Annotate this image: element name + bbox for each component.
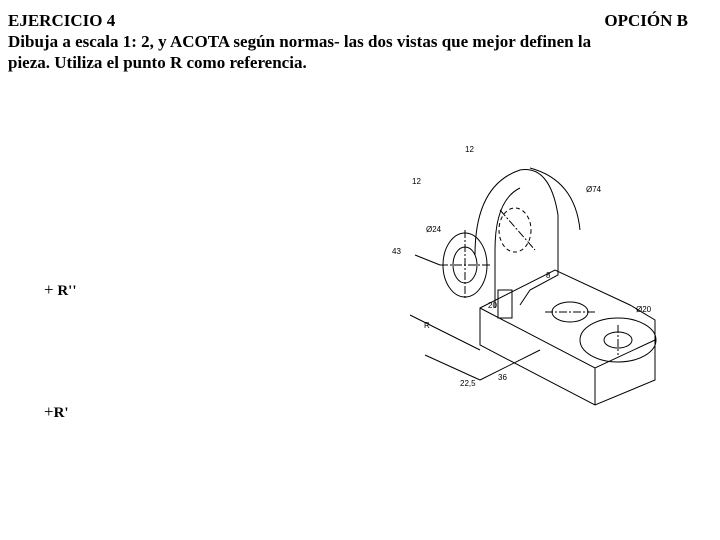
reference-label-r-single: R' [53,405,69,421]
exercise-header [8,10,714,73]
reference-point-r-single [44,402,69,422]
dim-225: 22,5 [460,379,476,388]
reference-cross-icon: + [44,402,54,421]
dim-line-36 [480,350,540,380]
dim-r: R [424,321,430,330]
dim-line-43 [415,255,440,265]
reference-label-r-double: R'' [57,283,77,299]
dim-36: 36 [498,373,507,382]
dim-20-circle: Ø20 [636,305,652,314]
instruction-line-1: Dibuja a escala 1: 2, y ACOTA según normas- las dos vistas que mejor definen la [8,32,592,51]
dim-12-top: 12 [465,145,474,154]
dim-43: 43 [392,247,401,256]
dim-20-vertical: 20 [488,301,497,310]
dim-arc-74 [530,168,580,230]
notch [498,290,512,318]
dim-line-225 [425,355,480,380]
dim-24: Ø24 [426,225,442,234]
dim-374: Ø74 [586,185,602,194]
dim-8: 8 [546,271,551,280]
option-label: OPCIÓN B [604,11,688,30]
exercise-title: EJERCICIO 4 [8,11,116,30]
dim-12-left: 12 [412,177,421,186]
dim-line-r [410,315,480,350]
reference-point-r-double [44,280,77,300]
instruction-line-2: pieza. Utiliza el punto R como referencia. [8,53,307,72]
reference-cross-icon: + [44,280,54,299]
isometric-part-drawing [380,140,680,420]
